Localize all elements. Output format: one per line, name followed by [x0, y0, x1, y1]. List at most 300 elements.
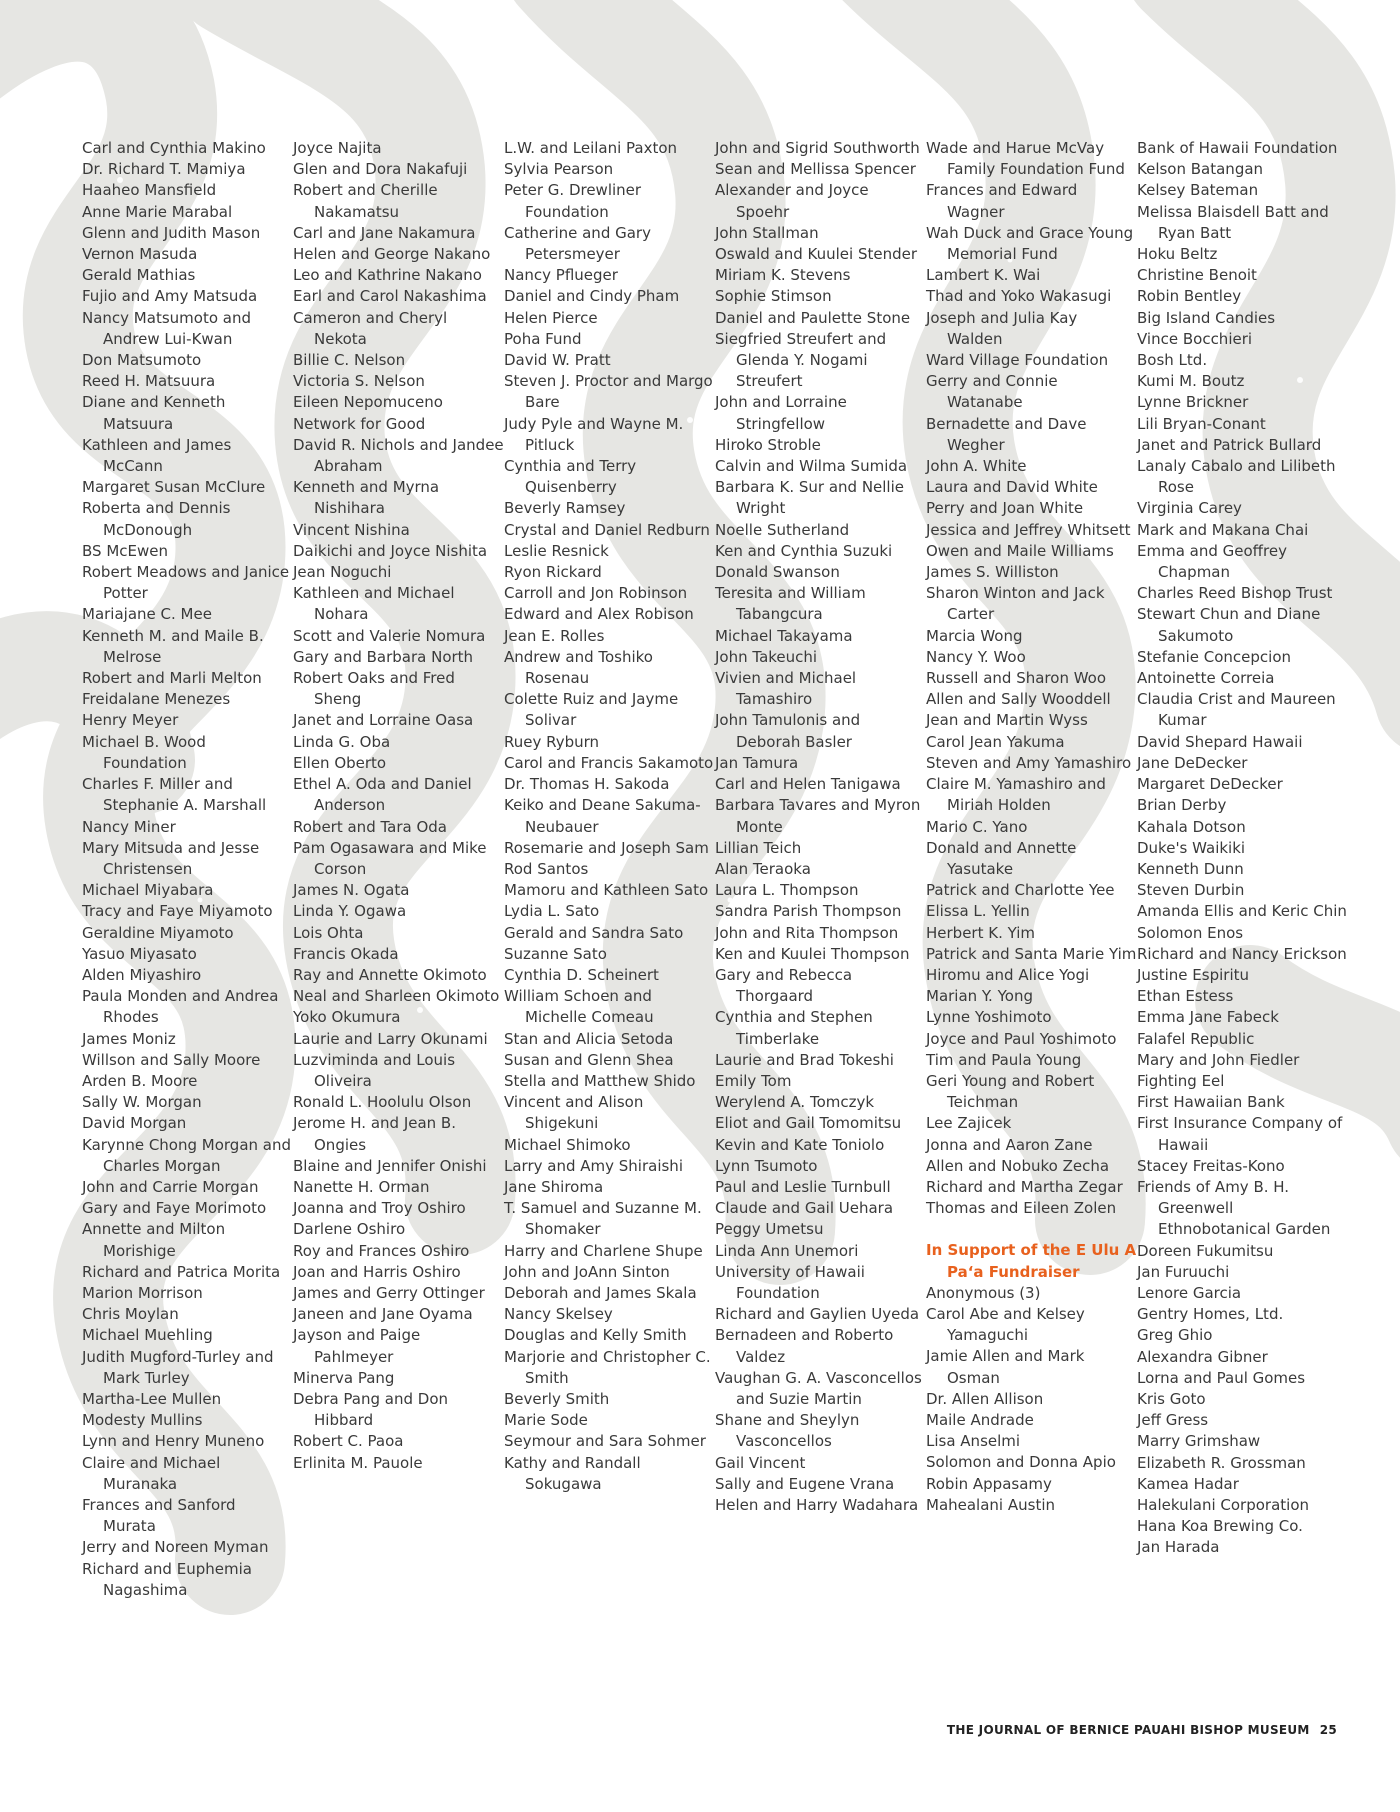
donor-name: Peggy Umetsu	[715, 1220, 824, 1239]
donor-name: Jonna and Aaron Zane	[926, 1135, 1093, 1154]
donor-name: Nancy Skelsey	[504, 1305, 613, 1324]
donor-name: Debra Pang and Don Hibbard	[293, 1389, 449, 1430]
donor-name: Margaret DeDecker	[1137, 775, 1283, 794]
donor-name: Laura and David White	[926, 478, 1098, 497]
donor-name: Hiroko Stroble	[715, 435, 821, 454]
donor-name: Ellen Oberto	[293, 753, 387, 772]
donor-column-2	[293, 138, 504, 1678]
donor-name: Diane and Kenneth Matsuura	[82, 393, 226, 433]
donor-name: Carl and Helen Tanigawa	[715, 775, 901, 794]
donor-name: Lynne Brickner	[1137, 393, 1249, 412]
donor-name: Alden Miyashiro	[82, 965, 202, 984]
donor-name: Nancy Miner	[82, 817, 176, 836]
donor-name: Joyce Najita	[293, 139, 382, 157]
donor-name: Calvin and Wilma Sumida	[715, 457, 908, 476]
donor-name: John and Lorraine Stringfellow	[715, 393, 847, 433]
donor-name: Charles F. Miller and Stephanie A. Marshall	[82, 775, 267, 815]
donor-name: Robert Meadows and Janice Potter	[82, 563, 290, 603]
donor-name: Vince Bocchieri	[1137, 329, 1253, 348]
donor-name: James S. Williston	[926, 563, 1059, 582]
donor-name: Blaine and Jennifer Onishi	[293, 1156, 487, 1175]
donor-name: Jane Shiroma	[504, 1177, 604, 1196]
donor-column-6	[1137, 138, 1348, 1678]
donor-name: Yoko Okumura	[293, 1008, 401, 1027]
donor-name: Vincent and Alison Shigekuni	[504, 1093, 644, 1133]
donor-name: Kelsey Bateman	[1137, 181, 1259, 200]
donor-name: Herbert K. Yim	[926, 923, 1036, 942]
donor-name: Willson and Sally Moore	[82, 1050, 261, 1069]
donor-name: Claire M. Yamashiro and Miriah Holden	[926, 775, 1106, 815]
donor-name: Jeff Gress	[1137, 1411, 1209, 1430]
donor-name: Steven Durbin	[1137, 881, 1245, 900]
donor-name: Darlene Oshiro	[293, 1220, 406, 1239]
donor-name: Marcia Wong	[926, 626, 1023, 645]
donor-name: Hiromu and Alice Yogi	[926, 965, 1090, 984]
donor-name: Justine Espiritu	[1137, 965, 1250, 984]
donor-name: Robert C. Paoa	[293, 1432, 404, 1451]
donor-name: Nancy Pflueger	[504, 266, 618, 285]
donor-name: Eileen Nepomuceno	[293, 393, 443, 412]
donor-name: Jayson and Paige Pahlmeyer	[293, 1326, 421, 1366]
donor-name: Ethan Estess	[1137, 987, 1234, 1006]
donor-name: Colette Ruiz and Jayme Solivar	[504, 690, 679, 730]
donor-name: Sally W. Morgan	[82, 1093, 202, 1112]
donor-name: Janet and Lorraine Oasa	[293, 711, 474, 730]
donor-column-4	[715, 138, 926, 1678]
donor-name: Oswald and Kuulei Stender	[715, 245, 918, 264]
donor-name: Ruey Ryburn	[504, 732, 600, 751]
donor-name: Russell and Sharon Woo	[926, 669, 1107, 688]
donor-name: Arden B. Moore	[82, 1071, 198, 1090]
donor-name: Suzanne Sato	[504, 944, 607, 963]
donor-name: Bosh Ltd.	[1137, 351, 1208, 370]
donor-name: Claire and Michael Muranaka	[82, 1453, 221, 1493]
donor-name: Kelson Batangan	[1137, 160, 1264, 179]
donor-column-5	[926, 138, 1137, 1678]
donor-name: Laurie and Brad Tokeshi	[715, 1050, 894, 1069]
donor-name: Glenn and Judith Mason	[82, 223, 261, 242]
donor-name: David Morgan	[82, 1114, 187, 1133]
donor-name: Susan and Glenn Shea	[504, 1050, 674, 1069]
donor-name: Ethel A. Oda and Daniel Anderson	[293, 775, 472, 815]
donor-name: Dr. Allen Allison	[926, 1389, 1044, 1408]
donor-name: Emma and Geoffrey Chapman	[1137, 541, 1287, 582]
donor-name: Claude and Gail Uehara	[715, 1199, 894, 1218]
donor-name: Ward Village Foundation	[926, 351, 1109, 370]
donor-name: Mary Mitsuda and Jesse Christensen	[82, 838, 260, 878]
donor-name: Francis Okada	[293, 944, 399, 963]
donor-name: Henry Meyer	[82, 711, 179, 730]
donor-name: Virginia Carey	[1137, 499, 1242, 518]
donor-name: Big Island Candies	[1137, 308, 1276, 327]
donor-name: Catherine and Gary Petersmeyer	[504, 223, 651, 264]
donor-name: Sally and Eugene Vrana	[715, 1474, 895, 1493]
donor-name: Steven J. Proctor and Margo Bare	[504, 372, 713, 412]
donor-name: Richard and Gaylien Uyeda	[715, 1305, 920, 1324]
donor-name: Perry and Joan White	[926, 499, 1084, 518]
donor-name: Nancy Y. Woo	[926, 647, 1026, 666]
donor-name: Kathy and Randall Sokugawa	[504, 1453, 641, 1493]
donor-name: Jerry and Noreen Myman	[82, 1538, 269, 1557]
donor-name: Robin Appasamy	[926, 1474, 1052, 1493]
donor-name: Kris Goto	[1137, 1389, 1206, 1408]
donor-name: Lois Ohta	[293, 923, 364, 942]
donor-name: Michael B. Wood Foundation	[82, 732, 206, 772]
donor-name: Reed H. Matsuura	[82, 372, 216, 391]
donor-name: Laura L. Thompson	[715, 881, 859, 900]
donor-name: Kenneth M. and Maile B. Melrose	[82, 626, 264, 666]
donor-name: John and Carrie Morgan	[82, 1177, 259, 1196]
donor-name: Keiko and Deane Sakuma-Neubauer	[504, 796, 701, 836]
donor-name: James N. Ogata	[293, 881, 410, 900]
donor-name: Brian Derby	[1137, 796, 1227, 815]
donor-name: Modesty Mullins	[82, 1411, 203, 1430]
donor-name: Larry and Amy Shiraishi	[504, 1156, 683, 1175]
page-footer	[947, 1723, 1337, 1737]
donor-name: Barbara K. Sur and Nellie Wright	[715, 478, 904, 518]
donor-name: Nancy Matsumoto and Andrew Lui-Kwan	[82, 308, 251, 348]
donor-name: Stefanie Concepcion	[1137, 647, 1292, 666]
donor-name: Antoinette Correia	[1137, 669, 1275, 688]
donor-name: Friends of Amy B. H. Greenwell Ethnobotanical Garden	[1137, 1177, 1331, 1239]
donor-name: Mariajane C. Mee	[82, 605, 212, 624]
donor-name: Stewart Chun and Diane Sakumoto	[1137, 605, 1321, 645]
donor-name: Mario C. Yano	[926, 817, 1028, 836]
donor-name: Geri Young and Robert Teichman	[926, 1071, 1095, 1112]
donor-name: John and JoAnn Sinton	[504, 1262, 670, 1281]
donor-name: Elizabeth R. Grossman	[1137, 1453, 1306, 1472]
donor-name: Helen Pierce	[504, 308, 598, 327]
donor-name: Dr. Richard T. Mamiya	[82, 160, 246, 179]
donor-name: Miriam K. Stevens	[715, 266, 851, 285]
donor-name: Crystal and Daniel Redburn	[504, 520, 710, 539]
donor-name: Karynne Chong Morgan and Charles Morgan	[82, 1135, 292, 1175]
donor-name: Michael Shimoko	[504, 1135, 631, 1154]
donor-name: Michael Muehling	[82, 1326, 213, 1345]
journal-title: THE JOURNAL OF BERNICE PAUAHI BISHOP MUSEUM	[946, 1723, 1310, 1737]
donor-name: Marion Morrison	[82, 1283, 203, 1302]
donor-name: Steven and Amy Yamashiro	[926, 753, 1132, 772]
donor-name: Billie C. Nelson	[293, 351, 406, 370]
donor-name: Frances and Edward Wagner	[926, 181, 1078, 221]
donor-name: Neal and Sharleen Okimoto	[293, 987, 500, 1006]
donor-name: Werylend A. Tomczyk	[715, 1093, 875, 1112]
donor-name: Cameron and Cheryl Nekota	[293, 308, 448, 348]
donor-name: Vernon Masuda	[82, 245, 198, 264]
donor-name: Solomon and Donna Apio	[926, 1453, 1116, 1472]
donor-name: Dr. Thomas H. Sakoda	[504, 775, 670, 794]
donor-name: Poha Fund	[504, 329, 582, 348]
donor-name: Jessica and Jeffrey Whitsett	[926, 520, 1131, 539]
donor-name: Cynthia and Stephen Timberlake	[715, 1008, 873, 1048]
donor-name: Greg Ghio	[1137, 1326, 1213, 1345]
donor-name: Michael Miyabara	[82, 881, 214, 900]
donor-name: Ryon Rickard	[504, 563, 602, 582]
donor-name: Vaughan G. A. Vasconcellos and Suzie Martin	[715, 1368, 922, 1408]
donor-name: Daniel and Cindy Pham	[504, 287, 680, 306]
donor-name: Marjorie and Christopher C. Smith	[504, 1347, 711, 1387]
donor-name: Peter G. Drewliner Foundation	[504, 181, 642, 221]
donor-column-3	[504, 138, 715, 1678]
donor-name: Haaheo Mansfield	[82, 181, 217, 200]
donor-name: David W. Pratt	[504, 351, 611, 370]
donor-name: Freidalane Menezes	[82, 690, 231, 709]
donor-name: Network for Good	[293, 414, 426, 433]
donor-name: Duke's Waikiki	[1137, 838, 1246, 857]
donor-name: Falafel Republic	[1137, 1029, 1255, 1048]
donor-name: Helen and George Nakano	[293, 245, 491, 264]
donor-name: Annette and Milton Morishige	[82, 1220, 226, 1260]
donor-name: Kathleen and Michael Nohara	[293, 584, 455, 624]
donor-name: Earl and Carol Nakashima	[293, 287, 487, 306]
donor-name: John Stallman	[715, 223, 819, 242]
donor-name: Thad and Yoko Wakasugi	[926, 287, 1112, 306]
donor-name: Rod Santos	[504, 859, 589, 878]
donor-name: Teresita and William Tabangcura	[715, 584, 866, 624]
donor-name: Lambert K. Wai	[926, 266, 1041, 285]
donor-name: Lee Zajicek	[926, 1114, 1012, 1133]
donor-name: Robin Bentley	[1137, 287, 1242, 306]
donor-name: Lynn and Henry Muneno	[82, 1432, 265, 1451]
donor-name: Stan and Alicia Setoda	[504, 1029, 674, 1048]
donor-name: Deborah and James Skala	[504, 1283, 697, 1302]
donor-name: Roberta and Dennis McDonough	[82, 499, 231, 539]
donor-name: Robert and Cherille Nakamatsu	[293, 181, 438, 221]
donor-name: Richard and Martha Zegar	[926, 1177, 1123, 1196]
donor-name: Lenore Garcia	[1137, 1283, 1242, 1302]
donor-name: David R. Nichols and Jandee Abraham	[293, 435, 504, 476]
donor-name: Michael Takayama	[715, 626, 853, 645]
donor-name: Charles Reed Bishop Trust	[1137, 584, 1333, 603]
donor-name: Ray and Annette Okimoto	[293, 965, 487, 984]
donor-name: Linda Y. Ogawa	[293, 902, 407, 921]
donor-name: Leo and Kathrine Nakano	[293, 266, 482, 285]
donor-name: Jean Noguchi	[293, 563, 392, 582]
donor-name: Stella and Matthew Shido	[504, 1071, 696, 1090]
donor-name: Mark and Makana Chai	[1137, 520, 1309, 539]
donor-name: Wade and Harue McVay Family Foundation Fund	[926, 139, 1125, 179]
donor-name: John Takeuchi	[715, 647, 818, 666]
donor-name: Pam Ogasawara and Mike Corson	[293, 838, 487, 878]
donor-name: Siegfried Streufert and Glenda Y. Nogami Streufert	[715, 329, 887, 391]
donor-name: Yasuo Miyasato	[82, 944, 197, 963]
donor-name: Lynne Yoshimoto	[926, 1008, 1052, 1027]
donor-name: Hoku Beltz	[1137, 245, 1218, 264]
donor-name: Janet and Patrick Bullard	[1137, 435, 1322, 454]
donor-name: Gary and Barbara North	[293, 647, 474, 666]
donor-name: Seymour and Sara Sohmer	[504, 1432, 706, 1451]
donor-name: Frances and Sanford Murata	[82, 1496, 236, 1536]
donor-name: Patrick and Charlotte Yee	[926, 881, 1115, 900]
donor-name: Cynthia D. Scheinert	[504, 965, 659, 984]
donor-name: First Hawaiian Bank	[1137, 1093, 1285, 1112]
donor-name: Fujio and Amy Matsuda	[82, 287, 258, 306]
donor-name: Lydia L. Sato	[504, 902, 600, 921]
donor-name: Laurie and Larry Okunami	[293, 1029, 488, 1048]
donor-name: Harry and Charlene Shupe	[504, 1241, 703, 1260]
donor-name: Gerald Mathias	[82, 266, 196, 285]
donor-name: Minerva Pang	[293, 1368, 395, 1387]
donor-name: University of Hawaii Foundation	[715, 1262, 865, 1302]
donor-name: Eliot and Gail Tomomitsu	[715, 1114, 902, 1133]
donor-name: David Shepard Hawaii	[1137, 732, 1303, 751]
donor-name: Carol Jean Yakuma	[926, 732, 1065, 751]
donor-name: Victoria S. Nelson	[293, 372, 425, 391]
donor-name: Gary and Rebecca Thorgaard	[715, 965, 853, 1006]
donor-name: Joyce and Paul Yoshimoto	[926, 1029, 1117, 1048]
donor-name: Alexander and Joyce Spoehr	[715, 181, 869, 221]
donor-name: Gary and Faye Morimoto	[82, 1199, 267, 1218]
donor-name: Sandra Parish Thompson	[715, 902, 902, 921]
donor-name: Roy and Frances Oshiro	[293, 1241, 470, 1260]
donor-name: L.W. and Leilani Paxton	[504, 139, 678, 157]
donor-name: Allen and Sally Wooddell	[926, 690, 1111, 709]
donor-columns	[82, 138, 1362, 1678]
donor-name: Rosemarie and Joseph Sam	[504, 838, 709, 857]
donor-name: Jane DeDecker	[1137, 753, 1248, 772]
donor-name: Noelle Sutherland	[715, 520, 850, 539]
donor-name: Vivien and Michael Tamashiro	[715, 669, 857, 709]
donor-name: Thomas and Eileen Zolen	[926, 1199, 1117, 1218]
donor-name: Jean and Martin Wyss	[926, 711, 1088, 730]
donor-name: Robert Oaks and Fred Sheng	[293, 669, 455, 709]
donor-name: Halekulani Corporation	[1137, 1496, 1310, 1514]
donor-name: Scott and Valerie Nomura	[293, 626, 486, 645]
donor-name: Geraldine Miyamoto	[82, 923, 234, 942]
donor-name: Carl and Cynthia Makino	[82, 139, 266, 157]
donor-name: Alexandra Gibner	[1137, 1347, 1268, 1366]
donor-name: Fighting Eel	[1137, 1071, 1225, 1090]
donor-name: Tracy and Faye Miyamoto	[82, 902, 273, 921]
donor-name: Lanaly Cabalo and Lilibeth Rose	[1137, 457, 1336, 497]
donor-name: Hana Koa Brewing Co.	[1137, 1517, 1303, 1536]
donor-name: Jamie Allen and Mark Osman	[926, 1347, 1085, 1387]
donor-name: Sylvia Pearson	[504, 160, 614, 179]
donor-name: William Schoen and Michelle Comeau	[504, 987, 654, 1027]
donor-name: Richard and Euphemia Nagashima	[82, 1559, 252, 1599]
donor-name: Emma Jane Fabeck	[1137, 1008, 1279, 1027]
donor-name: Bank of Hawaii Foundation	[1137, 139, 1338, 157]
donor-name: Edward and Alex Robison	[504, 605, 694, 624]
donor-name: Bernadeen and Roberto Valdez	[715, 1326, 894, 1366]
donor-name: Carol and Francis Sakamoto	[504, 753, 714, 772]
donor-name: Glen and Dora Nakafuji	[293, 160, 468, 179]
donor-name: Stacey Freitas-Kono	[1137, 1156, 1285, 1175]
donor-name: Kenneth and Myrna Nishihara	[293, 478, 440, 518]
donor-name: Lillian Teich	[715, 838, 802, 857]
donor-name: Lorna and Paul Gomes	[1137, 1368, 1306, 1387]
donor-name: Paul and Leslie Turnbull	[715, 1177, 891, 1196]
donor-name: Joseph and Julia Kay Walden	[926, 308, 1078, 348]
donor-name: Chris Moylan	[82, 1305, 179, 1324]
donor-name: Mahealani Austin	[926, 1495, 1056, 1514]
page-number: 25	[1319, 1723, 1337, 1737]
donor-name: Claudia Crist and Maureen Kumar	[1137, 690, 1336, 730]
donor-name: Vincent Nishina	[293, 520, 410, 539]
donor-name: Kenneth Dunn	[1137, 859, 1244, 878]
donor-name: Bernadette and Dave Wegher	[926, 414, 1087, 454]
donor-name: Kamea Hadar	[1137, 1474, 1239, 1493]
donor-name: Doreen Fukumitsu	[1137, 1241, 1274, 1260]
donor-name: Barbara Tavares and Myron Monte	[715, 796, 921, 836]
donor-name: John A. White	[926, 457, 1027, 476]
donor-name: Anonymous (3)	[926, 1283, 1041, 1302]
donor-name: John and Sigrid Southworth	[715, 139, 920, 157]
donor-name: Sean and Mellissa Spencer	[715, 160, 916, 179]
donor-name: Gentry Homes, Ltd.	[1137, 1305, 1284, 1324]
donor-name: Owen and Maile Williams	[926, 541, 1114, 560]
donor-name: Alan Teraoka	[715, 859, 811, 878]
donor-name: Jan Harada	[1137, 1538, 1220, 1557]
donor-name: Nanette H. Orman	[293, 1177, 430, 1196]
donor-name: Luzviminda and Louis Oliveira	[293, 1050, 456, 1090]
donor-name: First Insurance Company of Hawaii	[1137, 1114, 1343, 1154]
donor-name: Linda Ann Unemori	[715, 1241, 859, 1260]
donor-name: Marie Sode	[504, 1411, 588, 1430]
donor-name: Robert and Marli Melton	[82, 669, 262, 688]
donor-name: Richard and Nancy Erickson	[1137, 944, 1347, 963]
donor-name: T. Samuel and Suzanne M. Shomaker	[504, 1199, 702, 1239]
donor-name: Judy Pyle and Wayne M. Pitluck	[504, 414, 684, 454]
donor-name: Erlinita M. Pauole	[293, 1453, 423, 1472]
donor-name: Emily Tom	[715, 1071, 792, 1090]
donor-name: Beverly Smith	[504, 1389, 610, 1408]
donor-name: Wah Duck and Grace Young Memorial Fund	[926, 223, 1134, 264]
donor-name: Douglas and Kelly Smith	[504, 1326, 687, 1345]
donor-name: Shane and Sheylyn Vasconcellos	[715, 1411, 860, 1451]
donor-name: Martha-Lee Mullen	[82, 1389, 222, 1408]
donor-name: Lynn Tsumoto	[715, 1156, 818, 1175]
donor-name: James and Gerry Ottinger	[293, 1283, 485, 1302]
donor-name: Joanna and Troy Oshiro	[293, 1199, 466, 1218]
donor-name: Jan Furuuchi	[1137, 1262, 1230, 1281]
donor-name: Amanda Ellis and Keric Chin	[1137, 902, 1347, 921]
donor-name: Christine Benoit	[1137, 266, 1257, 285]
donor-name: Lili Bryan-Conant	[1137, 414, 1266, 433]
donor-name: Kumi M. Boutz	[1137, 372, 1245, 391]
donor-name: John Tamulonis and Deborah Basler	[715, 711, 861, 751]
donor-name: James Moniz	[82, 1029, 176, 1048]
donor-name: Sharon Winton and Jack Carter	[926, 584, 1105, 624]
donor-name: Lisa Anselmi	[926, 1432, 1021, 1451]
donor-name: Paula Monden and Andrea Rhodes	[82, 987, 279, 1027]
donor-name: Tim and Paula Young	[926, 1050, 1082, 1069]
donor-name: Helen and Harry Wadahara	[715, 1496, 919, 1514]
donor-name: Melissa Blaisdell Batt and Ryan Batt	[1137, 202, 1329, 242]
donor-name: Patrick and Santa Marie Yim	[926, 944, 1137, 963]
donor-name: Gail Vincent	[715, 1453, 806, 1472]
donor-name: Carl and Jane Nakamura	[293, 223, 476, 242]
donor-name: Andrew and Toshiko Rosenau	[504, 647, 653, 688]
donor-name: Carroll and Jon Robinson	[504, 584, 688, 603]
donor-name: Carol Abe and Kelsey Yamaguchi	[926, 1304, 1085, 1345]
donor-name: Sophie Stimson	[715, 287, 832, 306]
donor-name: Cynthia and Terry Quisenberry	[504, 457, 637, 497]
donor-name: Marry Grimshaw	[1137, 1432, 1261, 1451]
donor-name: Allen and Nobuko Zecha	[926, 1156, 1110, 1175]
donor-column-1	[82, 138, 293, 1678]
donor-name: Kathleen and James McCann	[82, 435, 232, 476]
donor-name: Gerald and Sandra Sato	[504, 923, 684, 942]
donor-name: Mary and John Fiedler	[1137, 1050, 1300, 1069]
donor-name: Daniel and Paulette Stone	[715, 308, 911, 327]
donor-name: Ken and Cynthia Suzuki	[715, 541, 893, 560]
section-heading: In Support of the E Ulu A Pa‘a Fundraiser	[926, 1241, 1137, 1281]
donor-name: Donald and Annette Yasutake	[926, 838, 1077, 878]
donor-name: Ken and Kuulei Thompson	[715, 944, 910, 963]
donor-name: Linda G. Oba	[293, 732, 391, 751]
donor-name: Maile Andrade	[926, 1410, 1034, 1429]
